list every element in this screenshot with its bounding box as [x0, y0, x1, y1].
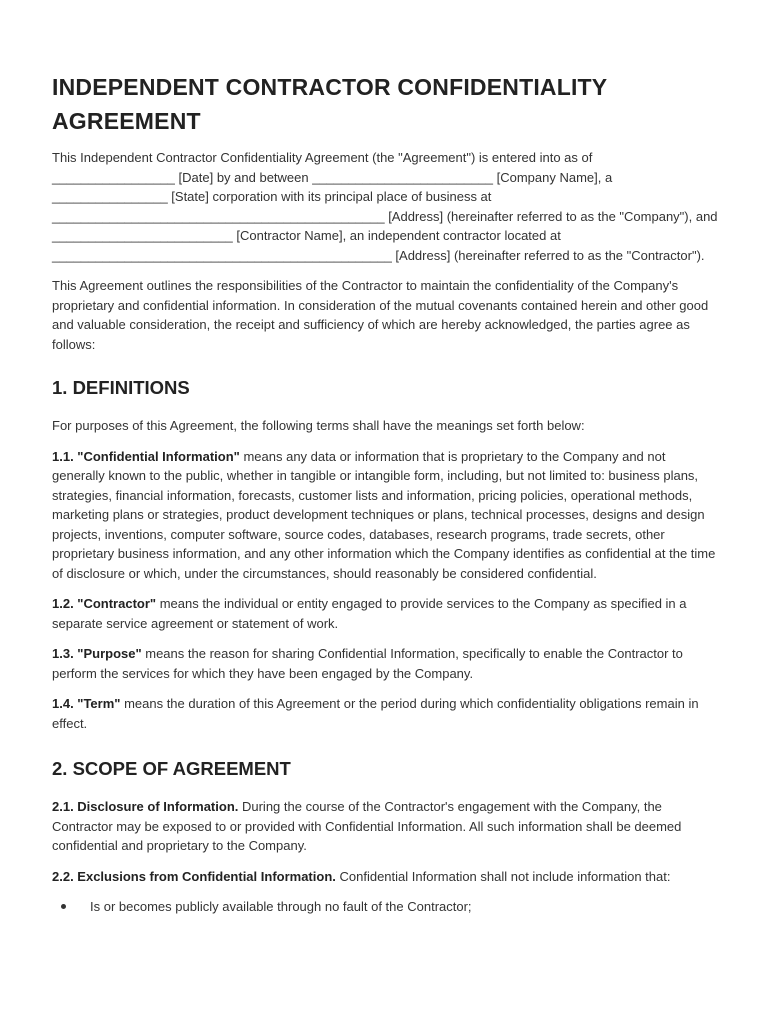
clause-term: 2.2. Exclusions from Confidential Information. — [52, 868, 336, 884]
clause-term: 1.2. "Contractor" — [52, 596, 157, 611]
clause-text: means the reason for sharing Confidential Information, specifically to enable the Contractor to perform the services for which they have been engaged by the Company. — [52, 646, 683, 681]
clause — [52, 797, 718, 856]
exclusions-list — [52, 897, 718, 917]
clause — [52, 594, 718, 633]
section-lead: For purposes of this Agreement, the following terms shall have the meanings set forth below: — [52, 418, 585, 433]
list-item — [52, 897, 718, 917]
section-heading-scope: 2. SCOPE OF AGREEMENT — [52, 758, 291, 779]
clause-text: means the duration of this Agreement or the period during which confidentiality obligations remain in effect. — [52, 696, 699, 731]
clause-term: 1.1. "Confidential Information" — [52, 448, 240, 464]
clause-text: means the individual or entity engaged to provide services to the Company as specified in a separate service agreement or statement of work. — [52, 596, 687, 631]
clause-text: means any data or information that is proprietary to the Company and not generally known to the public, whether in tangible or intangible form, including, but not limited to: business plans, strategies, financial information, forecasts, customer lists and information, pricing policies, operational methods, marketing plans or strategies, product development techniques or plans, technical processes, designs and design projects, inventions, computer software, source codes, databases, research programs, trade secrets, other proprietary business information, and any other information which the Company identifies as confidential at the time of disclosure or which, under the circumstances, should reasonably be considered confidential. — [52, 448, 716, 581]
clause-term: 2.1. Disclosure of Information. — [52, 799, 239, 814]
clause — [52, 867, 718, 887]
section-heading-definitions: 1. DEFINITIONS — [52, 377, 190, 398]
document-title: INDEPENDENT CONTRACTOR CONFIDENTIALITY AGREEMENT — [52, 74, 607, 134]
intro-paragraph: This Agreement outlines the responsibilities of the Contractor to maintain the confidentiality of the Company's proprietary and confidential information. In consideration of the mutual covenants contained herein and other good and valuable consideration, the receipt and sufficiency of which are hereby acknowledged, the parties agree as follows: — [52, 278, 709, 352]
list-item-text: Is or becomes publicly available through no fault of the Contractor; — [90, 899, 472, 914]
bullet-icon — [61, 904, 66, 909]
intro-paragraph: This Independent Contractor Confidentiality Agreement (the "Agreement") is entered into as of _________________ [Date] by and between _________________________ [Company Name], a ________________ [State] corporation with its principal place of business at ______________________________________________ [Address] (hereinafter referred to as the "Company"), and _________________________ [Contractor Name], an independent contractor located at _______________________________________________ [Address] (hereinafter referred to as the "Contractor"). — [52, 150, 718, 263]
clause — [52, 447, 718, 584]
clause-text: Confidential Information shall not include information that: — [335, 868, 671, 884]
clause — [52, 694, 718, 733]
clause-term: 1.4. "Term" — [52, 696, 121, 711]
clause-term: 1.3. "Purpose" — [52, 646, 142, 661]
clause — [52, 644, 718, 683]
clause-text: During the course of the Contractor's engagement with the Company, the Contractor may be exposed to or provided with Confidential Information. All such information shall be deemed confidential and proprietary to the Company. — [52, 799, 682, 853]
